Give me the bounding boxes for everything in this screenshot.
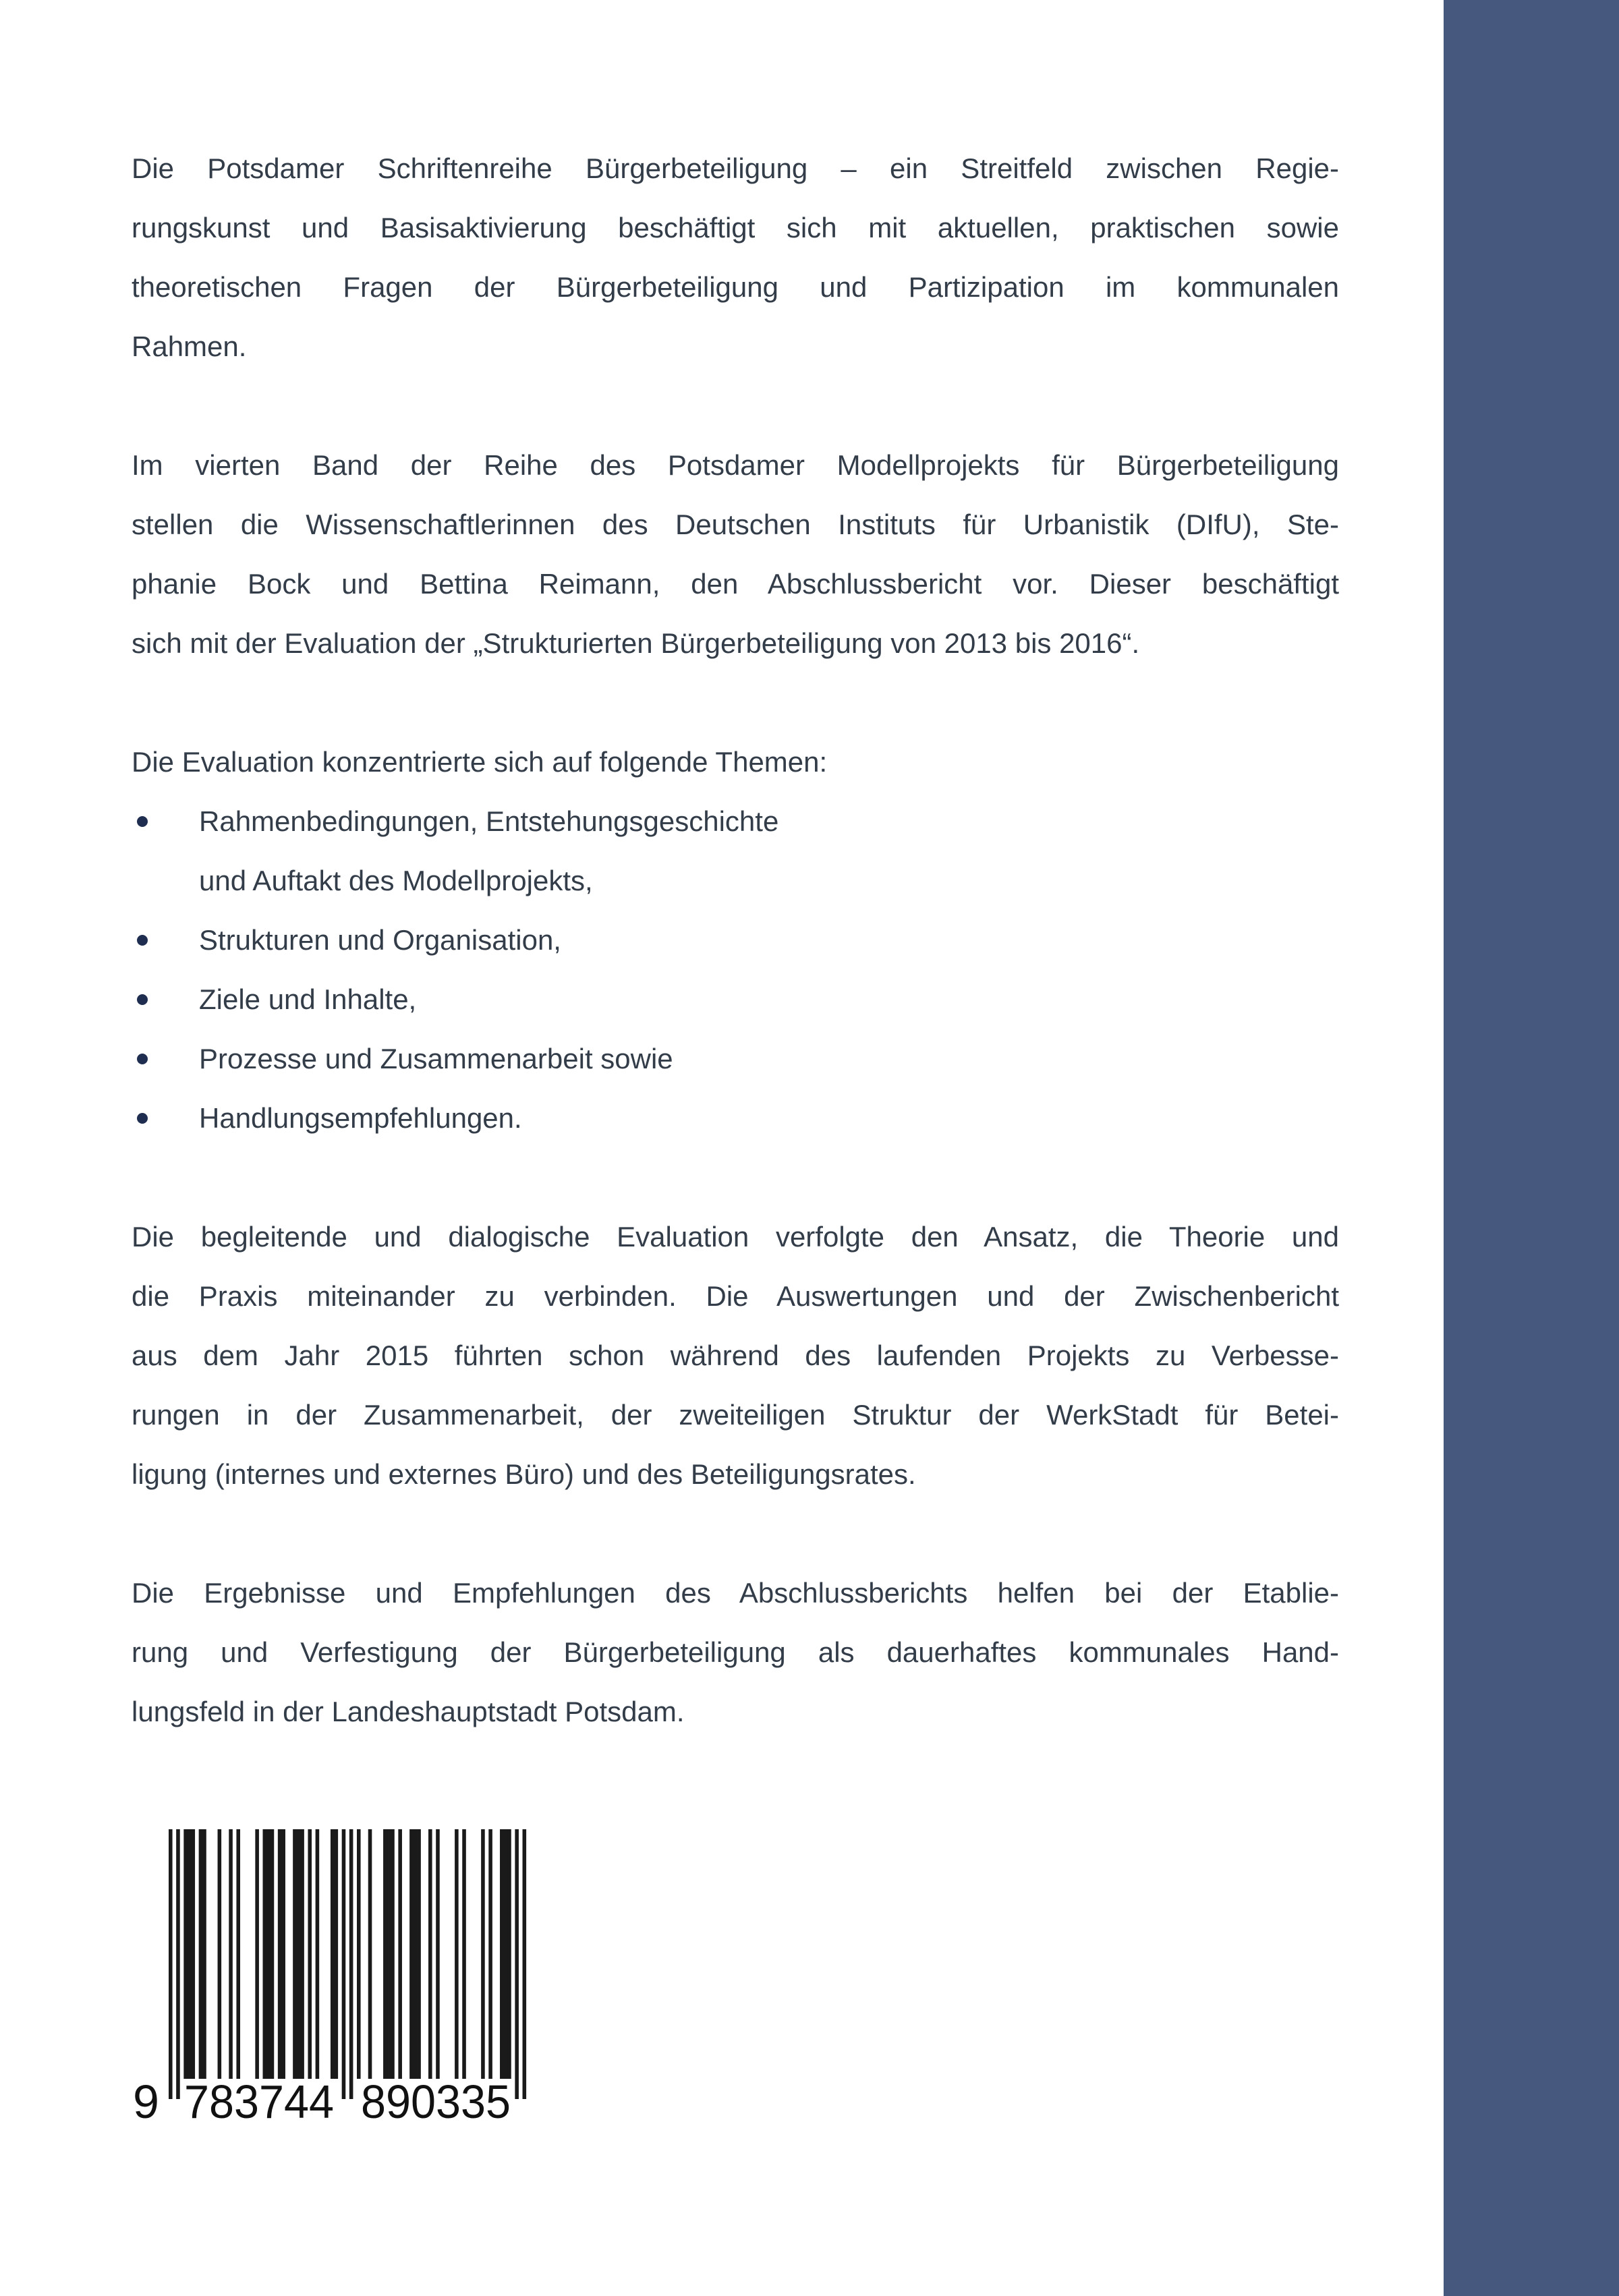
list-item	[132, 970, 1339, 1029]
text-line: stellen die Wissenschaftlerinnen des Deutschen Instituts für Urbanistik (DIfU), Ste-	[132, 509, 1339, 540]
paragraph-results	[132, 1563, 1339, 1742]
svg-text:890335: 890335	[361, 2075, 511, 2121]
text-line: Rahmen.	[132, 331, 247, 362]
text-line: phanie Bock und Bettina Reimann, den Abschlussbericht vor. Dieser beschäftigt	[132, 568, 1339, 600]
text-line: ligung (internes und externes Büro) und des Beteiligungsrates.	[132, 1458, 916, 1490]
text-line: sich mit der Evaluation der „Strukturierten Bürgerbeteiligung von 2013 bis 2016“.	[132, 627, 1140, 659]
list-item	[132, 1029, 1339, 1089]
text-line: lungsfeld in der Landeshauptstadt Potsdam.	[132, 1696, 685, 1727]
text-line: Handlungsempfehlungen.	[199, 1102, 522, 1134]
list-item	[132, 1089, 1339, 1148]
text-line: Die Ergebnisse und Empfehlungen des Abschlussberichts helfen bei der Etablie-	[132, 1577, 1339, 1609]
text-line: Ziele und Inhalte,	[199, 983, 417, 1015]
ean13-barcode	[132, 1829, 530, 2121]
list-item	[132, 911, 1339, 970]
text-line: Rahmenbedingungen, Entstehungsgeschichte	[199, 805, 779, 837]
text-line: theoretischen Fragen der Bürgerbeteiligung und Partizipation im kommunalen	[132, 271, 1339, 303]
paragraph-volume-info	[132, 436, 1339, 673]
text-line: Strukturen und Organisation,	[199, 924, 561, 956]
paragraph-series-intro	[132, 139, 1339, 376]
list-intro: Die Evaluation konzentrierte sich auf folgende Themen:	[132, 746, 828, 778]
text-line: die Praxis miteinander zu verbinden. Die Auswertungen und der Zwischenbericht	[132, 1280, 1339, 1312]
accent-stripe	[1444, 0, 1619, 2296]
text-line: aus dem Jahr 2015 führten schon während des laufenden Projekts zu Verbesse-	[132, 1340, 1339, 1371]
barcode	[132, 1829, 530, 2121]
text-line: Die Potsdamer Schriftenreihe Bürgerbeteiligung – ein Streitfeld zwischen Regie-	[132, 152, 1339, 184]
text-line: Im vierten Band der Reihe des Potsdamer Modellprojekts für Bürgerbeteiligung	[132, 449, 1339, 481]
back-cover-text	[132, 139, 1339, 1801]
topics-list	[132, 792, 1339, 1148]
text-line: rung und Verfestigung der Bürgerbeteiligung als dauerhaftes kommunales Hand-	[132, 1636, 1339, 1668]
svg-text:783744: 783744	[184, 2075, 334, 2121]
paragraph-evaluation-approach	[132, 1207, 1339, 1504]
text-line: rungskunst und Basisaktivierung beschäftigt sich mit aktuellen, praktischen sowie	[132, 212, 1339, 243]
text-line: Prozesse und Zusammenarbeit sowie	[199, 1043, 673, 1074]
text-line: rungen in der Zusammenarbeit, der zweiteiligen Struktur der WerkStadt für Betei-	[132, 1399, 1339, 1431]
svg-text:9: 9	[133, 2075, 159, 2121]
text-line: Die begleitende und dialogische Evaluation verfolgte den Ansatz, die Theorie und	[132, 1221, 1339, 1253]
text-line: und Auftakt des Modellprojekts,	[199, 865, 593, 896]
list-item	[132, 792, 1339, 911]
